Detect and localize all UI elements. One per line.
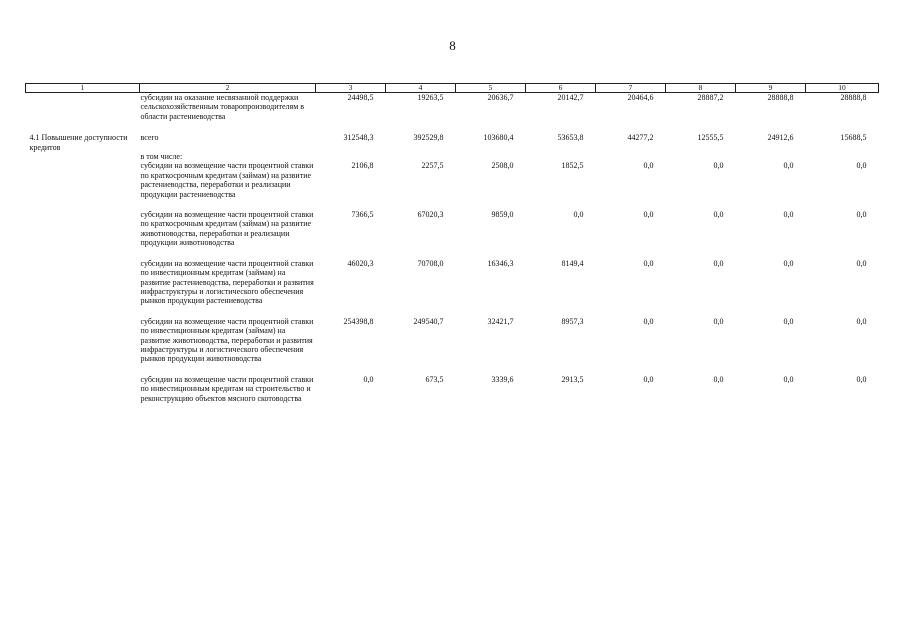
description-cell: субсидии на возмещение части процентной ставки по инвестиционным кредитам (займам) на развитие растениеводства, переработки и развития инфраструктуры и логистического обеспечения рынков продукции растениеводства <box>140 258 314 306</box>
header-cell: 5 <box>456 84 526 93</box>
value-cell: 20464,6 <box>627 93 654 102</box>
value-cell: 249540,7 <box>413 316 444 326</box>
value-cell <box>806 152 879 161</box>
value-cell: 0,0 <box>713 258 724 268</box>
value-cell: 44277,2 <box>627 133 654 143</box>
value-cell: 16346,3 <box>487 258 514 268</box>
value-cell: 46020,3 <box>347 258 374 268</box>
value-cell: 0,0 <box>573 210 584 220</box>
value-cell: 19263,5 <box>417 93 444 102</box>
value-cell: 0,0 <box>856 161 867 171</box>
value-cell: 0,0 <box>856 374 867 384</box>
value-cell: 28887,2 <box>697 93 724 102</box>
value-cell: 70708,0 <box>417 258 444 268</box>
budget-table <box>25 83 879 403</box>
header-cell: 4 <box>386 84 456 93</box>
table-body <box>26 93 879 403</box>
header-cell: 6 <box>526 84 596 93</box>
table-row <box>26 93 879 131</box>
value-cell: 103680,4 <box>483 133 514 143</box>
value-cell: 8957,3 <box>561 316 584 326</box>
value-cell: 9859,0 <box>491 210 514 220</box>
value-cell: 0,0 <box>713 161 724 171</box>
table-row <box>26 161 879 210</box>
value-cell: 0,0 <box>856 210 867 220</box>
description-cell: субсидии на возмещение части процентной ставки по краткосрочным кредитам (займам) на развитие животноводства, переработки и реализации продукции животноводства <box>140 210 314 248</box>
value-cell: 673,5 <box>425 374 444 384</box>
value-cell: 254398,8 <box>343 316 374 326</box>
header-cell: 7 <box>596 84 666 93</box>
value-cell: 2913,5 <box>561 374 584 384</box>
table-row <box>26 317 879 375</box>
table-row <box>26 259 879 317</box>
value-cell <box>386 152 456 161</box>
description-cell: субсидии на оказание несвязанной поддержки сельскохозяйственным товаропроизводителям в области растениеводства <box>140 93 305 121</box>
value-cell: 7366,5 <box>351 210 374 220</box>
table-row <box>26 152 879 161</box>
table-row <box>26 130 879 152</box>
value-cell: 24498,5 <box>347 93 374 102</box>
table-row <box>26 375 879 403</box>
section-cell <box>26 93 140 131</box>
value-cell: 2106,8 <box>351 161 374 171</box>
value-cell: 0,0 <box>643 161 654 171</box>
value-cell: 2508,0 <box>491 161 514 171</box>
value-cell: 0,0 <box>643 316 654 326</box>
value-cell: 312548,3 <box>343 133 374 143</box>
value-cell: 0,0 <box>783 210 794 220</box>
value-cell <box>666 152 736 161</box>
header-cell: 9 <box>736 84 806 93</box>
value-cell: 0,0 <box>856 316 867 326</box>
description-cell: субсидии на возмещение части процентной ставки по краткосрочным кредитам (займам) на развитие растениеводства, переработки и реализации продукции растениеводства <box>140 161 314 199</box>
page-number: 8 <box>449 38 456 53</box>
value-cell: 28888,8 <box>767 93 794 102</box>
value-cell <box>596 152 666 161</box>
value-cell: 0,0 <box>643 258 654 268</box>
value-cell: 0,0 <box>713 316 724 326</box>
value-cell: 67020,3 <box>417 210 444 220</box>
value-cell: 12555,5 <box>697 133 724 143</box>
value-cell: 20142,7 <box>557 93 584 102</box>
value-cell: 1852,5 <box>561 161 584 171</box>
header-cell: 3 <box>316 84 386 93</box>
header-cell: 10 <box>806 84 879 93</box>
header-cell: 1 <box>26 84 140 93</box>
header-row <box>26 84 879 93</box>
value-cell: 0,0 <box>713 210 724 220</box>
description-cell: субсидии на возмещение части процентной ставки по инвестиционным кредитам (займам) на развитие животноводства, переработки и развития инфраструктуры и логистического обеспечения рынков продукции животноводства <box>140 316 314 364</box>
value-cell: 8149,4 <box>561 258 584 268</box>
value-cell: 0,0 <box>856 258 867 268</box>
value-cell: 392529,8 <box>413 133 444 143</box>
value-cell <box>526 152 596 161</box>
description-cell: в том числе: <box>140 152 183 162</box>
value-cell: 0,0 <box>783 374 794 384</box>
description-cell: субсидии на возмещение части процентной ставки по инвестиционным кредитам на строительство и реконструкцию объектов мясного скотоводства <box>140 374 314 403</box>
value-cell: 0,0 <box>363 374 374 384</box>
value-cell: 3339,6 <box>491 374 514 384</box>
value-cell <box>316 152 386 161</box>
value-cell <box>736 152 806 161</box>
value-cell: 0,0 <box>643 374 654 384</box>
value-cell: 0,0 <box>783 316 794 326</box>
section-cell <box>26 375 140 403</box>
section-cell <box>26 317 140 375</box>
section-cell: 4.1 Повышение доступности кредитов <box>29 133 128 152</box>
section-cell <box>26 259 140 317</box>
header-cell: 8 <box>666 84 736 93</box>
header-cell: 2 <box>140 84 316 93</box>
value-cell: 0,0 <box>713 374 724 384</box>
table-row <box>26 210 879 259</box>
section-cell <box>26 152 140 161</box>
section-cell <box>26 210 140 259</box>
section-cell <box>26 161 140 210</box>
value-cell: 15688,5 <box>840 133 867 143</box>
value-cell: 20636,7 <box>487 93 514 102</box>
value-cell: 53653,8 <box>557 133 584 143</box>
value-cell: 0,0 <box>643 210 654 220</box>
description-cell: всего <box>140 133 159 143</box>
value-cell: 0,0 <box>783 258 794 268</box>
value-cell: 24912,6 <box>767 133 794 143</box>
value-cell: 2257,5 <box>421 161 444 171</box>
value-cell: 32421,7 <box>487 316 514 326</box>
value-cell <box>456 152 526 161</box>
value-cell: 0,0 <box>783 161 794 171</box>
value-cell: 28888,8 <box>840 93 867 102</box>
